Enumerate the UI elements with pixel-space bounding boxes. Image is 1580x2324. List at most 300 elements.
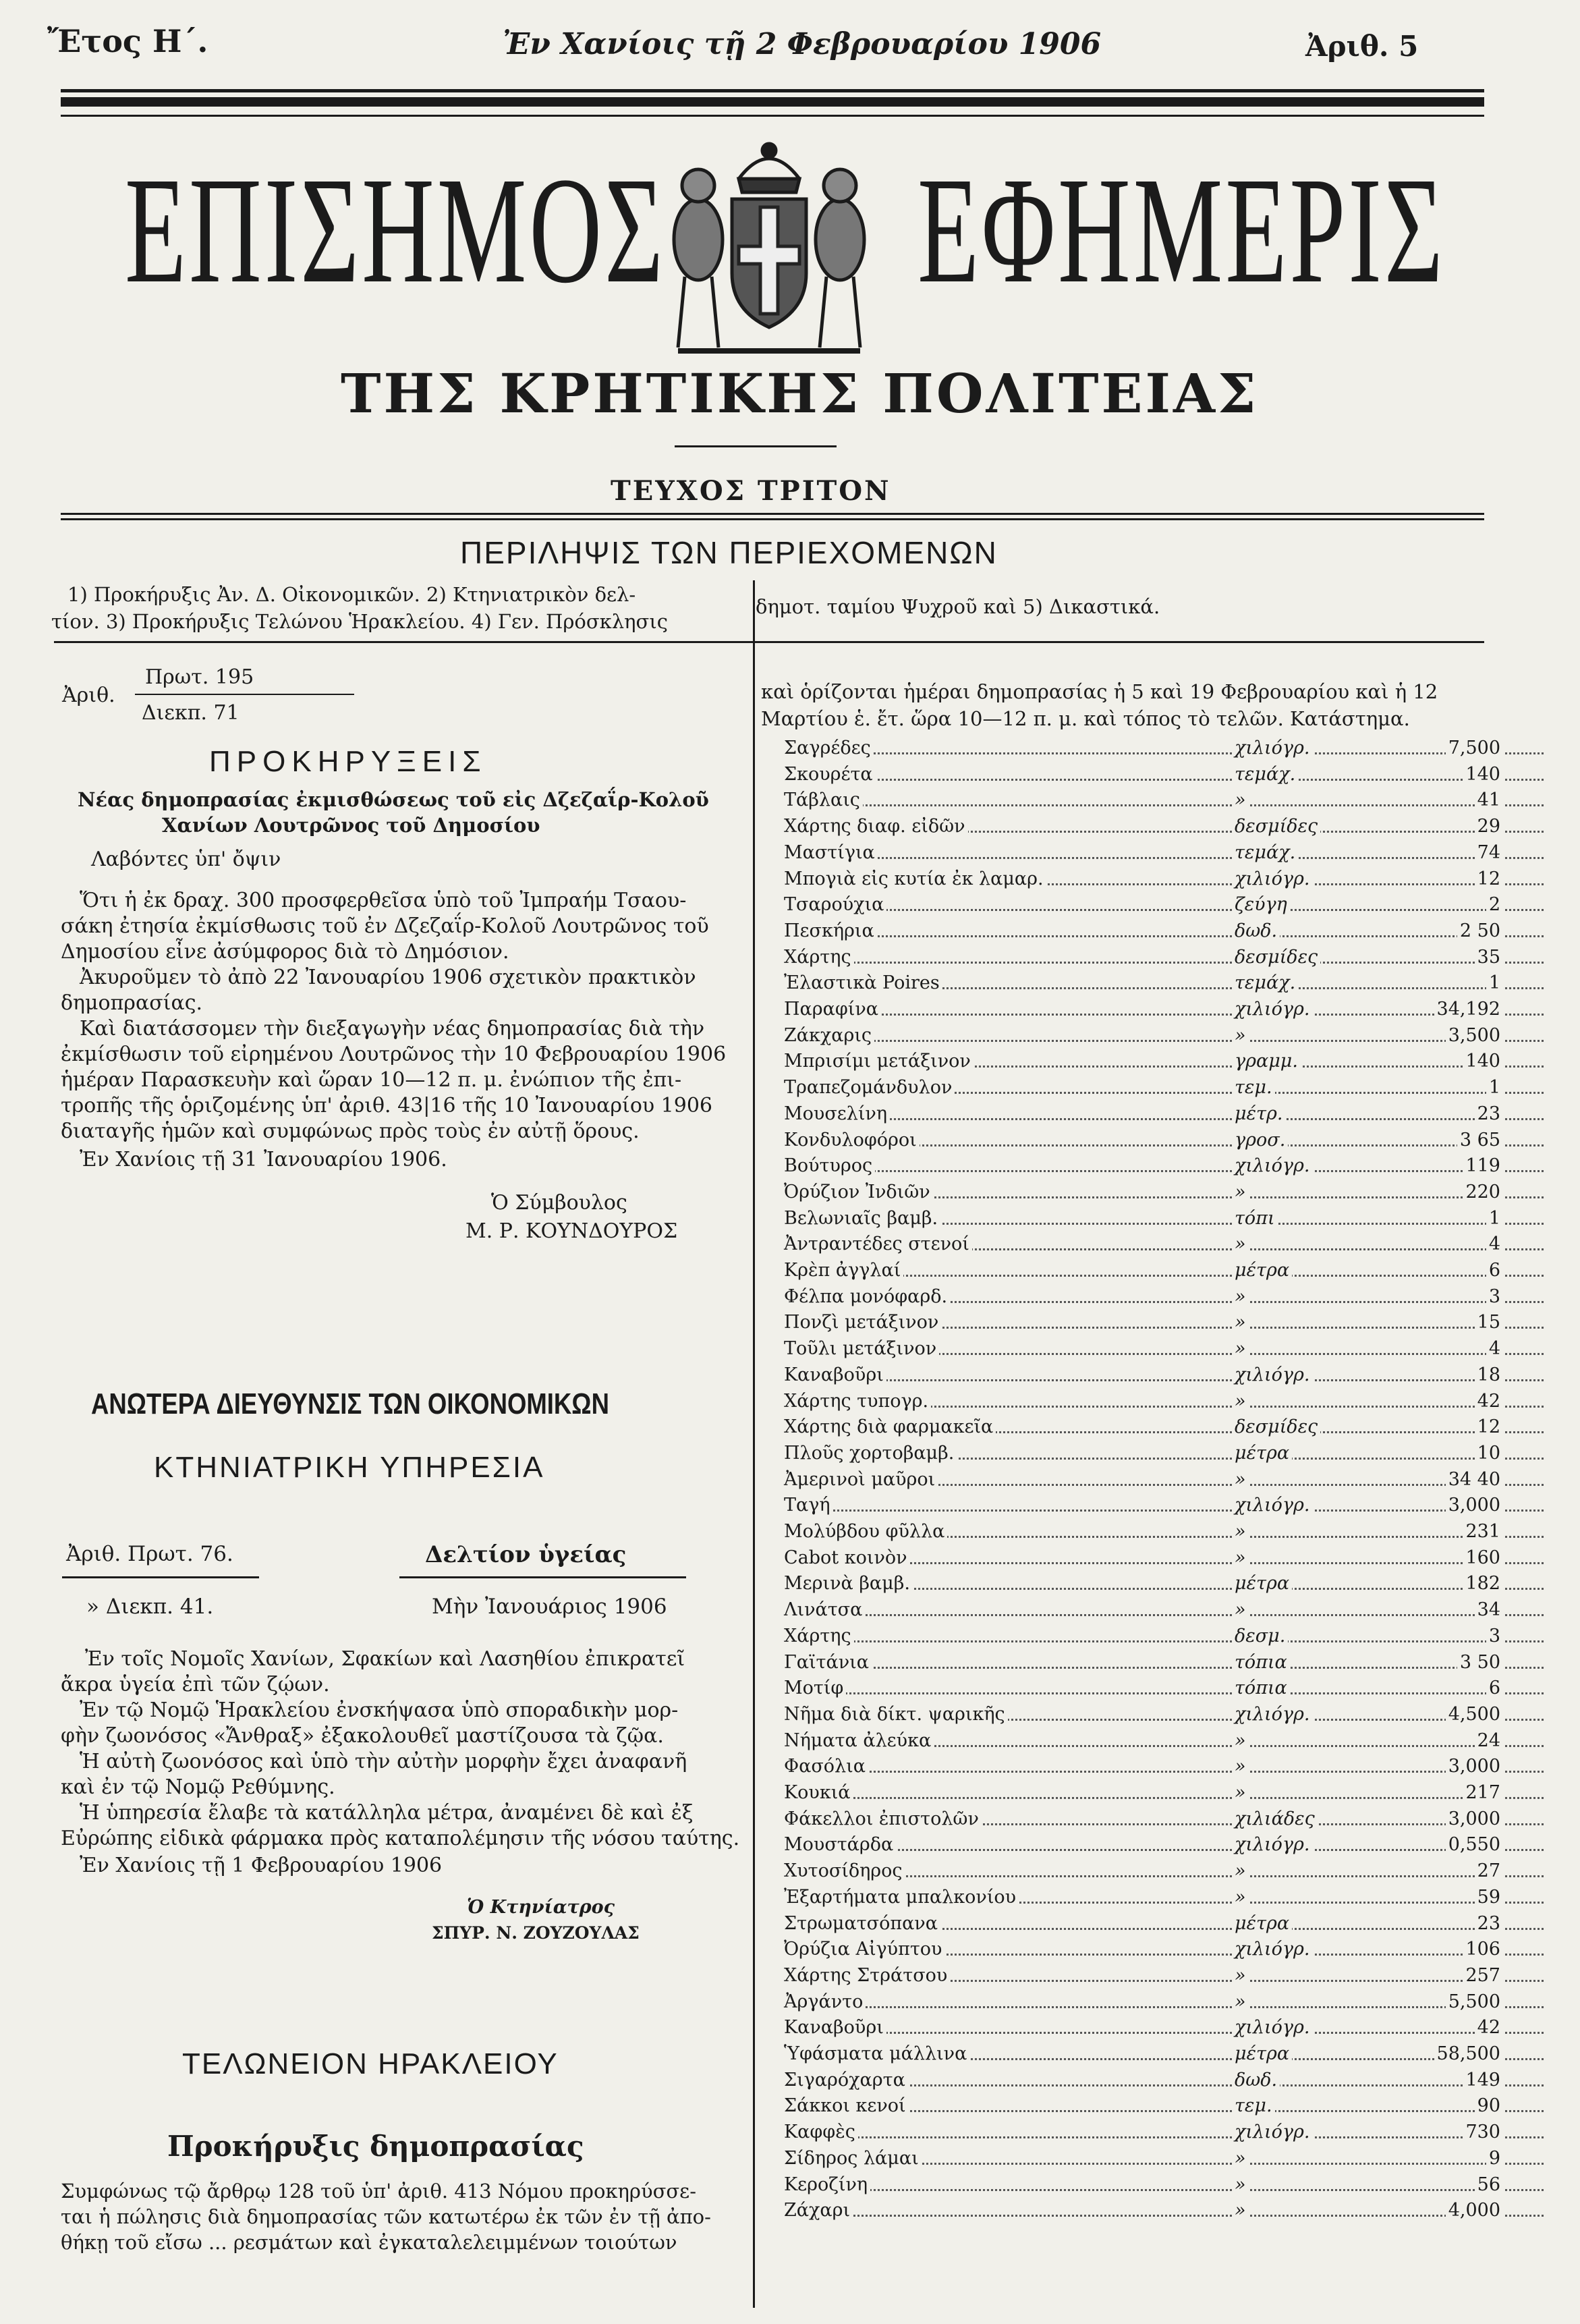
item-name: Ἐξαρτήματα μπαλκονίου [781, 1885, 1019, 1910]
item-name: Μολύβδου φῦλλα [781, 1519, 947, 1544]
item-quantity: 5,500 [1446, 1989, 1503, 2014]
item-unit: » [1232, 1180, 1249, 1205]
auction-item-row [781, 736, 1544, 760]
auction-item-row [781, 1180, 1544, 1205]
item-unit: δωδ. [1232, 2068, 1280, 2093]
item-name: Γαϊτάνια [781, 1650, 872, 1675]
leader-dots [781, 1040, 1544, 1042]
item-quantity: 29 [1475, 814, 1503, 839]
auction-item-row [781, 1676, 1544, 1700]
auction-item-row [781, 1258, 1544, 1283]
notice-text: Καὶ διατάσσομεν τὴν διεξαγωγὴν νέας δημοπρασίας διὰ τὴν [80, 1017, 705, 1041]
item-unit: » [1232, 1232, 1249, 1256]
coat-of-arms-emblem [658, 132, 880, 361]
item-name: Χυτοσίδηρος [781, 1858, 905, 1883]
auction-item-row [781, 866, 1544, 891]
item-unit: μέτρα [1232, 1911, 1292, 1936]
item-quantity: 59 [1475, 1885, 1503, 1910]
item-quantity: 3,000 [1446, 1754, 1503, 1779]
item-name: Βούτυρος [781, 1153, 875, 1178]
bulletin-text: Ἡ ὑπηρεσία ἔλαβε τὰ κατάλληλα μέτρα, ἀναμένει δὲ καὶ ἐξ [80, 1801, 694, 1825]
auction-intro: καὶ ὁρίζονται ἡμέραι δημοπρασίας ἡ 5 καὶ 19 Φεβρουαρίου καὶ ἡ 12 [761, 680, 1438, 703]
item-quantity: 2 50 [1457, 918, 1503, 943]
item-quantity: 1 [1486, 1206, 1503, 1231]
item-name: Νῆμα διὰ δίκτ. ψαρικῆς [781, 1702, 1008, 1727]
auction-item-row [781, 1911, 1544, 1936]
item-name: Τοῦλι μετάξινον [781, 1336, 939, 1361]
item-quantity: 3 65 [1457, 1128, 1503, 1153]
notice-subtitle: Νέας δημοπρασίας ἐκμισθώσεως τοῦ εἰς Δζεζαΐρ-Κολοῦ [78, 788, 709, 811]
item-name: Χάρτης διαφ. εἰδῶν [781, 814, 968, 839]
notice-text: τροπῆς τῆς ὁριζομένης ὑπ' ἀριθ. 43|16 τῆς 10 Ἰανουαρίου 1906 [61, 1094, 713, 1117]
notice-text: Λαβόντες ὑπ' ὄψιν [91, 848, 281, 871]
item-name: Ὀρύζια Αἰγύπτου [781, 1937, 944, 1962]
auction-item-row [781, 1467, 1544, 1492]
auction-item-row [781, 1571, 1544, 1596]
notice-text: σάκη ἐτησία ἐκμίσθωσις τοῦ ἐν Δζεζαΐρ-Κολοῦ Λουτρῶνος τοῦ [61, 914, 709, 938]
item-quantity: 9 [1486, 2146, 1503, 2171]
department-heading: ΑΝΩΤΕΡΑ ΔΙΕΥΘΥΝΣΙΣ ΤΩΝ ΟΙΚΟΝΟΜΙΚΩΝ [91, 1387, 609, 1420]
item-unit: μέτρα [1232, 1571, 1292, 1596]
ref-dispatch: Διεκπ. 71 [142, 701, 239, 725]
item-quantity: 1 [1486, 1075, 1503, 1100]
ref-protocol: Πρωτ. 195 [145, 665, 254, 689]
item-quantity: 15 [1475, 1310, 1503, 1335]
notice-text: Ἀκυροῦμεν τὸ ἀπὸ 22 Ἰανουαρίου 1906 σχετικὸν πρακτικὸν [80, 966, 696, 989]
leader-dots [781, 752, 1544, 754]
item-unit: » [1232, 2146, 1249, 2171]
item-quantity: 3 [1486, 1624, 1503, 1649]
contents-rule [54, 641, 1484, 643]
leader-dots [781, 2189, 1544, 2191]
auction-item-row [781, 2093, 1544, 2118]
item-unit: δεσμίδες [1232, 945, 1320, 970]
notice-title: ΠΡΟΚΗΡΥΞΕΙΣ [209, 745, 487, 778]
auction-item-row [781, 1728, 1544, 1753]
customs-office-heading: ΤΕΛΩΝΕΙΟΝ ΗΡΑΚΛΕΙΟΥ [182, 2047, 559, 2080]
item-quantity: 58,500 [1434, 2041, 1503, 2066]
item-unit: » [1232, 787, 1249, 812]
item-quantity: 74 [1475, 840, 1503, 865]
item-unit: χιλιόγρ. [1232, 736, 1313, 760]
item-unit: μέτρα [1232, 1441, 1292, 1466]
item-unit: » [1232, 1284, 1249, 1309]
item-name: Φάκελλοι ἐπιστολῶν [781, 1806, 982, 1831]
auction-item-row [781, 1075, 1544, 1100]
item-quantity: 0,550 [1446, 1832, 1503, 1857]
item-quantity: 106 [1463, 1937, 1503, 1962]
item-quantity: 3,000 [1446, 1493, 1503, 1518]
item-name: Βελωνιαῖς βαμβ. [781, 1206, 940, 1231]
item-name: Στρωματσόπανα [781, 1911, 940, 1936]
item-name: Cabot κοινὸν [781, 1545, 910, 1570]
item-quantity: 2 [1486, 892, 1503, 917]
auction-item-row [781, 2015, 1544, 2040]
item-name: Χάρτης Στράτσου [781, 1963, 950, 1988]
notice-text: διαταγῆς ἡμῶν καὶ συμφώνως πρὸς τοὺς ἐν αὐτῇ ὅρους. [61, 1119, 640, 1143]
service-heading: ΚΤΗΝΙΑΤΡΙΚΗ ΥΠΗΡΕΣΙΑ [154, 1451, 545, 1484]
auction-item-row [781, 970, 1544, 995]
notice-text: δημοπρασίας. [61, 991, 203, 1015]
item-name: Τσαρούχια [781, 892, 886, 917]
item-unit: δεσμίδες [1232, 814, 1320, 839]
leader-dots [781, 1379, 1544, 1381]
item-name: Σάκκοι κενοί [781, 2093, 909, 2118]
leader-dots [781, 935, 1544, 937]
item-name: Ταγή [781, 1493, 833, 1518]
item-quantity: 140 [1463, 762, 1503, 787]
item-unit: μέτρ. [1232, 1101, 1285, 1126]
item-unit: χιλιόγρ. [1232, 1493, 1313, 1518]
item-unit: » [1232, 1754, 1249, 1779]
item-quantity: 12 [1475, 866, 1503, 891]
auction-item-row [781, 814, 1544, 839]
item-unit: τεμ. [1232, 1075, 1275, 1100]
item-unit: » [1232, 1780, 1249, 1805]
item-name: Μπρισίμι μετάξινον [781, 1049, 974, 1074]
auction-item-row [781, 892, 1544, 917]
item-quantity: 18 [1475, 1362, 1503, 1387]
item-name: Χάρτης διὰ φαρμακεῖα [781, 1414, 996, 1439]
item-unit: » [1232, 1963, 1249, 1988]
auction-item-row [781, 1023, 1544, 1048]
item-name: Κονδυλοφόροι [781, 1128, 920, 1153]
item-name: Ζάχαρι [781, 2198, 853, 2223]
item-quantity: 4 [1486, 1232, 1503, 1256]
auction-intro: Μαρτίου ἑ. ἔτ. ὥρα 10—12 π. μ. καὶ τόπος τὸ τελῶν. Κατάστημα. [761, 707, 1410, 730]
bulletin-rule [399, 1576, 686, 1578]
item-name: Κεροζίνη [781, 2172, 870, 2197]
contents-line: 1) Προκήρυξις Ἀν. Δ. Οἰκονομικῶν. 2) Κτηνιατρικὸν δελ- [67, 583, 636, 606]
auction-item-row [781, 762, 1544, 787]
auction-item-row [781, 1885, 1544, 1910]
item-unit: χιλιόγρ. [1232, 866, 1313, 891]
leader-dots [781, 2136, 1544, 2138]
item-unit: χιλιόγρ. [1232, 2015, 1313, 2040]
bulletin-ref-dispatch: » Διεκπ. 41. [86, 1595, 214, 1619]
item-quantity: 4 [1486, 1336, 1503, 1361]
item-unit: » [1232, 1728, 1249, 1753]
bulletin-text: καὶ ἐν τῷ Νομῷ Ρεθύμνης. [61, 1775, 335, 1799]
bulletin-text: Ἡ αὐτὴ ζωονόσος καὶ ὑπὸ τὴν αὐτὴν μορφὴν ἔχει ἀναφανῆ [80, 1750, 687, 1773]
item-name: Ἀντραντέδες στενοί [781, 1232, 972, 1256]
bulletin-date: Ἐν Χανίοις τῇ 1 Φεβρουαρίου 1906 [80, 1854, 443, 1877]
item-unit: τεμ. [1232, 2093, 1275, 2118]
item-name: Κρὲπ ἀγγλαί [781, 1258, 903, 1283]
issue-number: Ἀριθ. 5 [1305, 30, 1419, 63]
auction-item-row [781, 1858, 1544, 1883]
auction-item-row [781, 1101, 1544, 1126]
auction-item-row [781, 2120, 1544, 2145]
item-unit: » [1232, 2198, 1249, 2223]
item-unit: » [1232, 1545, 1249, 1570]
item-quantity: 257 [1463, 1963, 1503, 1988]
item-quantity: 3 50 [1457, 1650, 1503, 1675]
item-name: Μερινὰ βαμβ. [781, 1571, 913, 1596]
veterinarian-name: ΣΠΥΡ. Ν. ΖΟΥΖΟΥΛΑΣ [432, 1923, 640, 1943]
item-name: Μουσελίνη [781, 1101, 890, 1126]
auction-item-row [781, 1963, 1544, 1988]
item-unit: » [1232, 1989, 1249, 2014]
item-name: Ἀμερινοὶ μαῦροι [781, 1467, 938, 1492]
item-unit: τεμάχ. [1232, 970, 1298, 995]
auction-item-row [781, 1153, 1544, 1178]
notice-text: ἡμέραν Παρασκευὴν καὶ ὥραν 10—12 π. μ. ἐνώπιον τῆς ἐπι- [61, 1068, 682, 1092]
auction-notice-text: Συμφώνως τῷ ἄρθρῳ 128 τοῦ ὑπ' ἀριθ. 413 Νόμου προκηρύσσε- [61, 2180, 697, 2203]
item-unit: χιλιόγρ. [1232, 1832, 1313, 1857]
item-unit: » [1232, 1885, 1249, 1910]
auction-item-row [781, 1702, 1544, 1727]
leader-dots [781, 1797, 1544, 1799]
auction-item-row [781, 1754, 1544, 1779]
auction-item-row [781, 1597, 1544, 1622]
item-unit: » [1232, 1336, 1249, 1361]
item-name: Λινάτσα [781, 1597, 865, 1622]
bulletin-text: Ἐν τῷ Νομῷ Ἡρακλείου ἐνσκήψασα ὑπὸ σποραδικὴν μορ- [80, 1698, 679, 1722]
item-quantity: 35 [1475, 945, 1503, 970]
item-name: Μπογιὰ εἰς κυτία ἐκ λαμαρ. [781, 866, 1046, 891]
bulletin-text: ἄκρα ὑγεία ἐπὶ τῶν ζῴων. [61, 1673, 330, 1696]
item-quantity: 160 [1463, 1545, 1503, 1570]
item-name: Χάρτης [781, 945, 854, 970]
item-unit: χιλιόγρ. [1232, 1937, 1313, 1962]
auction-item-row [781, 997, 1544, 1022]
item-quantity: 217 [1463, 1780, 1503, 1805]
leader-dots [781, 804, 1544, 806]
header-thick-rule [61, 97, 1484, 107]
leader-dots [781, 1692, 1544, 1694]
item-name: Μαστίγια [781, 840, 878, 865]
bulletin-rule [62, 1576, 259, 1578]
leader-dots [781, 857, 1544, 859]
signature-title: Ὁ Σύμβουλος [491, 1191, 627, 1215]
auction-item-row [781, 1128, 1544, 1153]
leader-dots [781, 1510, 1544, 1512]
contents-line: δημοτ. ταμίου Ψυχροῦ καὶ 5) Δικαστικά. [756, 595, 1160, 618]
leader-dots [781, 2032, 1544, 2034]
auction-item-row [781, 1493, 1544, 1518]
auction-item-row [781, 1519, 1544, 1544]
item-name: Πεσκήρια [781, 918, 877, 943]
auction-item-row [781, 1336, 1544, 1361]
auction-item-row [781, 1310, 1544, 1335]
notice-date: Ἐν Χανίοις τῇ 31 Ἰανουαρίου 1906. [80, 1148, 447, 1171]
masthead-title-left: ΕΠΙΣΗΜΟΣ [125, 146, 666, 314]
contents-line: τίον. 3) Προκήρυξις Τελώνου Ἡρακλείου. 4) Γεν. Πρόσκλησις [51, 610, 668, 633]
masthead-subtitle: ΤΗΣ ΚΡΗΤΙΚΗΣ ΠΟΛΙΤΕΙΑΣ [341, 362, 1259, 425]
auction-item-row [781, 1232, 1544, 1256]
item-name: Καναβοῦρι [781, 2015, 886, 2040]
item-name: Ἀργάντο [781, 1989, 866, 2014]
masthead-ornament [675, 445, 837, 447]
item-quantity: 119 [1463, 1153, 1503, 1178]
item-quantity: 3,000 [1446, 1806, 1503, 1831]
item-quantity: 182 [1463, 1571, 1503, 1596]
leader-dots [781, 2215, 1544, 2217]
item-quantity: 231 [1463, 1519, 1503, 1544]
ref-label: Ἀριθ. [62, 684, 115, 707]
auction-item-row [781, 918, 1544, 943]
item-unit: μέτρα [1232, 1258, 1292, 1283]
item-unit: μέτρα [1232, 2041, 1292, 2066]
auction-item-row [781, 2146, 1544, 2171]
auction-item-row [781, 1206, 1544, 1231]
item-unit: τεμάχ. [1232, 840, 1298, 865]
bulletin-title: Δελτίον ὑγείας [425, 1541, 627, 1568]
leader-dots [781, 1614, 1544, 1616]
masthead-title-right: ΕΦΗΜΕΡΙΣ [918, 146, 1446, 314]
item-quantity: 3,500 [1446, 1023, 1503, 1048]
item-name: Σίδηρος λάμαι [781, 2146, 922, 2171]
auction-item-row [781, 1441, 1544, 1466]
item-quantity: 23 [1475, 1911, 1503, 1936]
item-quantity: 12 [1475, 1414, 1503, 1439]
item-quantity: 41 [1475, 787, 1503, 812]
leader-dots [781, 1771, 1544, 1773]
auction-item-row [781, 2068, 1544, 2093]
item-unit: γραμμ. [1232, 1049, 1301, 1074]
header-thin-rule [61, 115, 1484, 117]
item-quantity: 1 [1486, 970, 1503, 995]
notice-subtitle: Χανίων Λουτρῶνος τοῦ Δημοσίου [162, 814, 540, 837]
bulletin-text: Εὐρώπης εἰδικὰ φάρμακα πρὸς καταπολέμησιν τῆς νόσου ταύτης. [61, 1827, 740, 1850]
leader-dots [781, 779, 1544, 781]
item-unit: » [1232, 1023, 1249, 1048]
item-quantity: 42 [1475, 1389, 1503, 1414]
signature-name: Μ. Ρ. ΚΟΥΝΔΟΥΡΟΣ [465, 1219, 678, 1243]
bulletin-ref-protocol: Ἀριθ. Πρωτ. 76. [66, 1542, 233, 1566]
header-rule [61, 89, 1484, 92]
item-name: Πλοῦς χορτοβαμβ. [781, 1441, 957, 1466]
item-name: Ζάκχαρις [781, 1023, 874, 1048]
auction-item-row [781, 2198, 1544, 2223]
leader-dots [781, 2006, 1544, 2008]
auction-item-row [781, 1284, 1544, 1309]
item-unit: χιλιάδες [1232, 1806, 1318, 1831]
veterinarian-title: Ὁ Κτηνίατρος [467, 1897, 615, 1918]
item-unit: » [1232, 1389, 1249, 1414]
item-name: Σιγαρόχαρτα [781, 2068, 908, 2093]
item-unit: τεμάχ. [1232, 762, 1298, 787]
leader-dots [781, 1667, 1544, 1669]
auction-item-row [781, 1937, 1544, 1962]
item-name: Καναβοῦρι [781, 1362, 886, 1387]
notice-text: Δημοσίου εἶνε ἀσύμφορος διὰ τὸ Δημόσιον. [61, 940, 509, 964]
item-quantity: 10 [1475, 1441, 1503, 1466]
item-quantity: 4,000 [1446, 2198, 1503, 2223]
column-divider [753, 580, 755, 2308]
item-name: Παραφίνα [781, 997, 881, 1022]
item-name: Πονζὶ μετάξινον [781, 1310, 941, 1335]
issue-date: Ἐν Χανίοις τῇ 2 Φεβρουαρίου 1906 [503, 27, 1102, 61]
item-name: Τάβλαις [781, 787, 863, 812]
item-unit: τόπια [1232, 1650, 1290, 1675]
item-quantity: 6 [1486, 1258, 1503, 1283]
item-quantity: 149 [1463, 2068, 1503, 2093]
item-name: Κουκιά [781, 1780, 853, 1805]
auction-item-row [781, 1832, 1544, 1857]
item-unit: » [1232, 1858, 1249, 1883]
item-quantity: 220 [1463, 1180, 1503, 1205]
item-name: Τραπεζομάνδυλον [781, 1075, 955, 1100]
auction-item-row [781, 1780, 1544, 1805]
leader-dots [781, 909, 1544, 911]
item-unit: τόπια [1232, 1676, 1290, 1700]
bulletin-month: Μὴν Ἰανουάριος 1906 [432, 1595, 667, 1619]
auction-item-row [781, 1806, 1544, 1831]
auction-item-row [781, 2041, 1544, 2066]
leader-dots [781, 1118, 1544, 1120]
item-name: Σκουρέτα [781, 762, 876, 787]
item-name: Φασόλια [781, 1754, 868, 1779]
item-name: Ὀρύζιον Ἰνδιῶν [781, 1180, 933, 1205]
item-quantity: 27 [1475, 1858, 1503, 1883]
ref-fraction-line [135, 694, 354, 695]
item-quantity: 140 [1463, 1049, 1503, 1074]
item-unit: τόπι [1232, 1206, 1278, 1231]
auction-item-row [781, 787, 1544, 812]
notice-text: Ὅτι ἡ ἐκ δραχ. 300 προσφερθεῖσα ὑπὸ τοῦ Ἰμπραήμ Τσαου- [80, 889, 687, 912]
item-unit: » [1232, 1519, 1249, 1544]
leader-dots [781, 962, 1544, 964]
item-quantity: 23 [1475, 1101, 1503, 1126]
bulletin-text: Ἐν τοῖς Νομοῖς Χανίων, Σφακίων καὶ Λασηθίου ἐπικρατεῖ [85, 1647, 685, 1671]
auction-notice-text: ται ἡ πώλησις διὰ δημοπρασίας τῶν κατωτέρω ἐκ τῶν ἐν τῇ ἀπο- [61, 2205, 711, 2228]
item-unit: » [1232, 2172, 1249, 2197]
auction-item-row [781, 1049, 1544, 1074]
bulletin-text: φὴν ζωονόσος «Ἄνθραξ» ἐξακολουθεῖ μαστίζουσα τὰ ζῷα. [61, 1724, 664, 1748]
item-unit: δωδ. [1232, 918, 1280, 943]
item-unit: χιλιόγρ. [1232, 997, 1313, 1022]
item-name: Μουστάρδα [781, 1832, 896, 1857]
item-unit: ζεύγη [1232, 892, 1290, 917]
auction-item-row [781, 1650, 1544, 1675]
item-name: Χάρτης [781, 1624, 854, 1649]
item-unit: δεσμίδες [1232, 1414, 1320, 1439]
year-label: Ἔτος Η΄. [47, 23, 208, 59]
item-quantity: 90 [1475, 2093, 1503, 2118]
item-unit: γροσ. [1232, 1128, 1288, 1153]
issue-part: ΤΕΥΧΟΣ ΤΡΙΤΟΝ [611, 475, 891, 507]
auction-item-row [781, 1362, 1544, 1387]
item-quantity: 6 [1486, 1676, 1503, 1700]
leader-dots [781, 1170, 1544, 1172]
item-unit: δεσμ. [1232, 1624, 1288, 1649]
item-unit: » [1232, 1310, 1249, 1335]
item-quantity: 34 40 [1446, 1467, 1503, 1492]
item-quantity: 34 [1475, 1597, 1503, 1622]
item-quantity: 7,500 [1446, 736, 1503, 760]
leader-dots [781, 1014, 1544, 1016]
item-quantity: 4,500 [1446, 1702, 1503, 1727]
item-name: Ὑφάσματα μάλλινα [781, 2041, 969, 2066]
contents-heading: ΠΕΡΙΛΗΨΙΣ ΤΩΝ ΠΕΡΙΕΧΟΜΕΝΩΝ [460, 535, 998, 570]
auction-item-row [781, 1389, 1544, 1414]
item-quantity: 24 [1475, 1728, 1503, 1753]
item-quantity: 730 [1463, 2120, 1503, 2145]
item-unit: » [1232, 1597, 1249, 1622]
auction-item-row [781, 1545, 1544, 1570]
auction-item-row [781, 1414, 1544, 1439]
masthead-rule [61, 513, 1484, 515]
item-name: Ἐλαστικὰ Poires [781, 970, 942, 995]
item-unit: χιλιόγρ. [1232, 2120, 1313, 2145]
item-quantity: 34,192 [1434, 997, 1503, 1022]
auction-item-row [781, 1624, 1544, 1649]
item-unit: χιλιόγρ. [1232, 1153, 1313, 1178]
item-unit: » [1232, 1467, 1249, 1492]
auction-item-row [781, 840, 1544, 865]
